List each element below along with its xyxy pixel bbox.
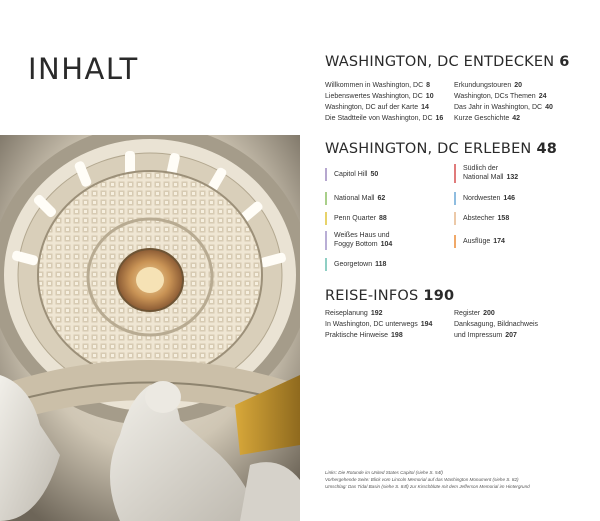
page-title: INHALT <box>28 52 139 86</box>
toc-entry[interactable]: Praktische Hinweise 198 <box>325 332 403 339</box>
area-entry-georgetown[interactable]: Georgetown 118 <box>325 258 386 271</box>
section-title: WASHINGTON, DC ERLEBEN <box>325 141 532 157</box>
area-entry-capitol-hill[interactable]: Capitol Hill 50 <box>325 168 378 181</box>
toc-entry[interactable]: Die Stadtteile von Washington, DC 16 <box>325 115 444 122</box>
section-page-number: 6 <box>559 54 570 70</box>
rotunda-photo <box>0 135 300 521</box>
toc-entry[interactable]: Register 200 <box>454 310 495 317</box>
toc-entry[interactable]: Liebenswertes Washington, DC 10 <box>325 93 434 100</box>
area-entry-nordwesten[interactable]: Nordwesten 146 <box>454 192 515 205</box>
toc-entry[interactable]: Washington, DC auf der Karte 14 <box>325 104 429 111</box>
toc-entry[interactable]: Willkommen in Washington, DC 8 <box>325 82 431 89</box>
image-captions <box>325 469 595 490</box>
section-heading-reise-infos <box>325 288 454 304</box>
section-page-number: 190 <box>423 288 455 304</box>
toc-entry[interactable]: In Washington, DC unterwegs 194 <box>325 321 433 328</box>
toc-entry[interactable]: Kurze Geschichte 42 <box>454 115 521 122</box>
area-entry-ausfluege[interactable]: Ausflüge 174 <box>454 235 505 248</box>
toc-entry[interactable]: Reiseplanung 192 <box>325 310 383 317</box>
caption-line: Vorhergehende Seite: Blick vom Lincoln Memorial auf das Washington Monument (siehe S. 82) <box>325 477 519 482</box>
area-entry-suedlich-national-mall[interactable]: Südlich der National Mall 132 <box>454 164 518 183</box>
caption-line: Umschlag: Das Tidal Basin (siehe S. 84f) zur Kirschblüte mit dem Jefferson Memorial im Hintergrund <box>325 484 530 489</box>
toc-entry[interactable]: Das Jahr in Washington, DC 40 <box>454 104 553 111</box>
section-heading-entdecken <box>325 54 570 70</box>
toc-entry[interactable]: und Impressum 207 <box>454 332 517 339</box>
toc-column-entdecken-1 <box>325 80 443 124</box>
area-entry-national-mall[interactable]: National Mall 62 <box>325 192 385 205</box>
caption-line: Links: Die Rotunde im United States Capitol (siehe S. 54f) <box>325 470 443 475</box>
section-page-number: 48 <box>536 141 558 157</box>
area-entry-penn-quarter[interactable]: Penn Quarter 88 <box>325 212 387 225</box>
area-entry-abstecher[interactable]: Abstecher 158 <box>454 212 509 225</box>
area-entry-weisses-haus[interactable]: Weißes Haus und Foggy Bottom 104 <box>325 231 392 250</box>
section-heading-erleben <box>325 141 557 157</box>
toc-column-reise-2 <box>454 308 538 341</box>
toc-column-entdecken-2 <box>454 80 553 124</box>
toc-column-reise-1 <box>325 308 432 341</box>
section-title: WASHINGTON, DC ENTDECKEN <box>325 54 555 70</box>
section-title: REISE-INFOS <box>325 288 419 304</box>
toc-entry[interactable]: Danksagung, Bildnachweis <box>454 321 539 328</box>
toc-entry[interactable]: Washington, DCs Themen 24 <box>454 93 547 100</box>
toc-entry[interactable]: Erkundungstouren 20 <box>454 82 523 89</box>
